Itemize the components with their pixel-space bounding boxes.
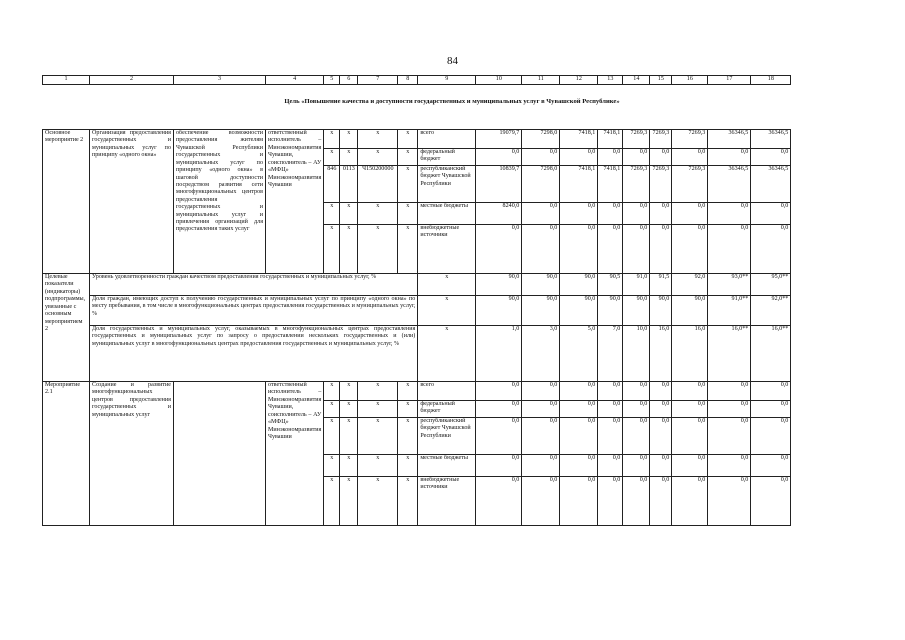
- link-text: [174, 382, 266, 526]
- value-cell: 0,0: [522, 203, 560, 225]
- value-cell: 0,0: [751, 455, 791, 477]
- budget-code: x: [340, 149, 358, 166]
- indicator-text: Уровень удовлетворенности граждан качеством предоставления государственных и муниципальных услуг, %: [90, 274, 418, 296]
- value-cell: 0,0: [476, 225, 522, 274]
- column-number: 15: [650, 76, 672, 85]
- value-cell: 0,0: [522, 149, 560, 166]
- column-number: 11: [522, 76, 560, 85]
- value-cell: 10,0: [623, 326, 650, 382]
- value-cell: 0,0: [650, 149, 672, 166]
- program-table: [42, 75, 791, 526]
- value-cell: 0,0: [598, 477, 623, 526]
- value-cell: 0,0: [598, 401, 623, 418]
- value-cell: 90,0: [476, 296, 522, 326]
- goal-spacer-row: [43, 85, 791, 130]
- indicator-row: [43, 296, 791, 326]
- value-cell: 0,0: [522, 477, 560, 526]
- value-cell: 0,0: [522, 225, 560, 274]
- value-cell: 7418,1: [598, 130, 623, 149]
- budget-code: x: [340, 418, 358, 455]
- value-cell: 0,0: [623, 455, 650, 477]
- value-cell: 90,0: [560, 274, 598, 296]
- budget-code: x: [398, 477, 418, 526]
- value-cell: 90,0: [598, 296, 623, 326]
- goal-heading: Цель «Повышение качества и доступности государственных и муниципальных услуг в Чувашской Республике»: [284, 98, 620, 105]
- budget-code: x: [340, 401, 358, 418]
- funding-source: всего: [418, 130, 476, 149]
- value-cell: 0,0: [623, 149, 650, 166]
- value-cell: 0,0: [560, 477, 598, 526]
- value-cell: 7418,1: [598, 166, 623, 203]
- budget-code: x: [398, 149, 418, 166]
- value-cell: 7269,3: [650, 130, 672, 149]
- budget-code: x: [340, 382, 358, 401]
- link-text: обеспечение возможности предоставления жителям Чувашской Республики государственных и муниципальных услуг по принципу «одного окна» в шаговой доступности посредством развития сети многофункциональных центров предоставления государственных и муниципальных услуг и привлечения организаций для предоставления таких услуг: [174, 130, 266, 274]
- value-cell: 0,0: [560, 418, 598, 455]
- value-cell: 90,0: [476, 274, 522, 296]
- value-cell: 90,0: [623, 296, 650, 326]
- value-cell: 0,0: [650, 382, 672, 401]
- budget-code: x: [340, 130, 358, 149]
- budget-code: x: [358, 477, 398, 526]
- value-cell: 5,0: [560, 326, 598, 382]
- value-cell: 0,0: [522, 455, 560, 477]
- column-number: 18: [751, 76, 791, 85]
- budget-row: [43, 130, 791, 149]
- budget-code: x: [398, 203, 418, 225]
- value-cell: 0,0: [560, 149, 598, 166]
- value-cell: 0,0: [672, 149, 708, 166]
- column-number: 16: [672, 76, 708, 85]
- funding-source: внебюджетные источники: [418, 225, 476, 274]
- indicator-code: x: [418, 274, 476, 296]
- executor: ответственный исполнитель – Минэкономразвития Чувашии, соисполнитель – АУ «МФЦ» Минэкономразвития Чувашии: [266, 130, 324, 274]
- value-cell: 0,0: [708, 149, 751, 166]
- budget-code: x: [340, 225, 358, 274]
- value-cell: 36346,5: [751, 130, 791, 149]
- value-cell: 0,0: [476, 455, 522, 477]
- executor: ответственный исполнитель – Минэкономразвития Чувашии, соисполнитель – АУ «МФЦ» Минэкономразвития Чувашии: [266, 382, 324, 526]
- value-cell: 0,0: [560, 455, 598, 477]
- value-cell: 7269,3: [623, 130, 650, 149]
- indicator-code: x: [418, 296, 476, 326]
- value-cell: 0,0: [650, 401, 672, 418]
- value-cell: 0,0: [708, 418, 751, 455]
- value-cell: 0,0: [623, 477, 650, 526]
- value-cell: 90,0: [522, 296, 560, 326]
- value-cell: 16,0**: [751, 326, 791, 382]
- value-cell: 0,0: [560, 203, 598, 225]
- value-cell: 0,0: [650, 203, 672, 225]
- value-cell: 0,0: [650, 477, 672, 526]
- budget-code: x: [358, 225, 398, 274]
- value-cell: 19079,7: [476, 130, 522, 149]
- value-cell: 7269,3: [672, 130, 708, 149]
- value-cell: 0,0: [672, 401, 708, 418]
- funding-source: внебюджетные источники: [418, 477, 476, 526]
- column-number: 6: [340, 76, 358, 85]
- budget-code: x: [398, 166, 418, 203]
- value-cell: 0,0: [708, 455, 751, 477]
- budget-code: x: [340, 477, 358, 526]
- budget-code: x: [358, 130, 398, 149]
- funding-source: республиканский бюджет Чувашской Республики: [418, 418, 476, 455]
- value-cell: 0,0: [476, 382, 522, 401]
- value-cell: 90,0: [522, 274, 560, 296]
- value-cell: 0,0: [650, 225, 672, 274]
- value-cell: 0,0: [560, 401, 598, 418]
- value-cell: 7269,3: [623, 166, 650, 203]
- value-cell: 0,0: [598, 418, 623, 455]
- value-cell: 90,5: [598, 274, 623, 296]
- value-cell: 0,0: [476, 401, 522, 418]
- value-cell: 91,0: [623, 274, 650, 296]
- value-cell: 0,0: [598, 149, 623, 166]
- value-cell: 0,0: [672, 418, 708, 455]
- value-cell: 16,0: [672, 326, 708, 382]
- budget-code: x: [398, 455, 418, 477]
- budget-code: x: [324, 477, 340, 526]
- value-cell: 0,0: [751, 203, 791, 225]
- value-cell: 0,0: [476, 477, 522, 526]
- indicator-row: [43, 326, 791, 382]
- value-cell: 0,0: [476, 418, 522, 455]
- budget-code: x: [324, 130, 340, 149]
- value-cell: 0,0: [751, 418, 791, 455]
- value-cell: 0,0: [672, 203, 708, 225]
- value-cell: 90,0: [650, 296, 672, 326]
- budget-code: 0113: [340, 166, 358, 203]
- column-number: 13: [598, 76, 623, 85]
- value-cell: 92,0**: [751, 296, 791, 326]
- value-cell: 7418,1: [560, 130, 598, 149]
- budget-code: x: [398, 225, 418, 274]
- value-cell: 0,0: [751, 477, 791, 526]
- value-cell: 0,0: [623, 401, 650, 418]
- value-cell: 0,0: [623, 418, 650, 455]
- value-cell: 0,0: [598, 225, 623, 274]
- value-cell: 0,0: [708, 203, 751, 225]
- value-cell: 0,0: [522, 418, 560, 455]
- value-cell: 93,0**: [708, 274, 751, 296]
- value-cell: 16,0: [650, 326, 672, 382]
- value-cell: 1,0: [476, 326, 522, 382]
- row-title: Создание и развитие многофункциональных центров предоставления государственных и муниципальных услуг: [90, 382, 174, 526]
- value-cell: 92,0: [672, 274, 708, 296]
- budget-code: x: [340, 455, 358, 477]
- value-cell: 0,0: [708, 382, 751, 401]
- value-cell: 36346,5: [708, 130, 751, 149]
- value-cell: 91,5: [650, 274, 672, 296]
- value-cell: 0,0: [751, 401, 791, 418]
- value-cell: 0,0: [623, 225, 650, 274]
- value-cell: 0,0: [672, 477, 708, 526]
- column-number: 8: [398, 76, 418, 85]
- value-cell: 91,0**: [708, 296, 751, 326]
- value-cell: 0,0: [672, 225, 708, 274]
- value-cell: 7,0: [598, 326, 623, 382]
- value-cell: 0,0: [751, 149, 791, 166]
- budget-code: x: [398, 418, 418, 455]
- budget-code: x: [358, 382, 398, 401]
- value-cell: 0,0: [751, 225, 791, 274]
- value-cell: 0,0: [476, 149, 522, 166]
- budget-code: x: [398, 130, 418, 149]
- value-cell: 0,0: [598, 203, 623, 225]
- value-cell: 0,0: [623, 203, 650, 225]
- budget-code: 846: [324, 166, 340, 203]
- budget-code: x: [398, 382, 418, 401]
- budget-code: x: [398, 401, 418, 418]
- value-cell: 0,0: [708, 477, 751, 526]
- funding-source: всего: [418, 382, 476, 401]
- budget-code: x: [324, 203, 340, 225]
- value-cell: 10839,7: [476, 166, 522, 203]
- page-number: 84: [447, 55, 458, 67]
- value-cell: 0,0: [650, 418, 672, 455]
- column-number: 9: [418, 76, 476, 85]
- value-cell: 0,0: [560, 225, 598, 274]
- budget-row: [43, 382, 791, 401]
- column-number: 3: [174, 76, 266, 85]
- indicator-row: [43, 274, 791, 296]
- funding-source: республиканский бюджет Чувашской Республики: [418, 166, 476, 203]
- value-cell: 0,0: [623, 382, 650, 401]
- row-name: Мероприятие 2.1: [43, 382, 90, 526]
- value-cell: 0,0: [650, 455, 672, 477]
- budget-code: x: [324, 149, 340, 166]
- value-cell: 0,0: [598, 455, 623, 477]
- funding-source: федеральный бюджет: [418, 149, 476, 166]
- column-number: 1: [43, 76, 90, 85]
- budget-code: x: [324, 382, 340, 401]
- value-cell: 0,0: [672, 382, 708, 401]
- column-number-row: [43, 76, 791, 85]
- budget-code: x: [324, 401, 340, 418]
- column-number: 10: [476, 76, 522, 85]
- value-cell: 7418,1: [560, 166, 598, 203]
- value-cell: 7298,0: [522, 130, 560, 149]
- budget-code: x: [324, 455, 340, 477]
- value-cell: 3,0: [522, 326, 560, 382]
- column-number: 17: [708, 76, 751, 85]
- funding-source: местные бюджеты: [418, 203, 476, 225]
- row-name: Основное мероприятие 2: [43, 130, 90, 274]
- column-number: 2: [90, 76, 174, 85]
- row-title: Организация предоставления государственных и муниципальных услуг по принципу «одного окна»: [90, 130, 174, 274]
- value-cell: 0,0: [522, 401, 560, 418]
- budget-code: x: [358, 455, 398, 477]
- funding-source: местные бюджеты: [418, 455, 476, 477]
- value-cell: 7269,3: [672, 166, 708, 203]
- indicator-text: Доля государственных и муниципальных услуг, оказываемых в многофункциональных центрах предоставления государственных и муниципальных услуг по запросу о предоставлении нескольких государственных и (или) муниципальных услуг в многофункциональных центрах предоставления государственных и муниципальных услуг, %: [90, 326, 418, 382]
- budget-code: x: [358, 401, 398, 418]
- budget-code: x: [358, 149, 398, 166]
- value-cell: 0,0: [560, 382, 598, 401]
- value-cell: 0,0: [708, 225, 751, 274]
- value-cell: 36346,5: [751, 166, 791, 203]
- value-cell: 8240,0: [476, 203, 522, 225]
- goal-spacer: [43, 85, 791, 130]
- budget-code: x: [358, 203, 398, 225]
- value-cell: 90,0: [560, 296, 598, 326]
- value-cell: 7269,3: [650, 166, 672, 203]
- value-cell: 90,0: [672, 296, 708, 326]
- value-cell: 16,0**: [708, 326, 751, 382]
- column-number: 4: [266, 76, 324, 85]
- value-cell: 0,0: [751, 382, 791, 401]
- budget-code: Ч150200000: [358, 166, 398, 203]
- funding-source: федеральный бюджет: [418, 401, 476, 418]
- column-number: 14: [623, 76, 650, 85]
- value-cell: 0,0: [598, 382, 623, 401]
- value-cell: 0,0: [522, 382, 560, 401]
- value-cell: 0,0: [672, 455, 708, 477]
- indicator-code: x: [418, 326, 476, 382]
- value-cell: 36346,5: [708, 166, 751, 203]
- budget-code: x: [358, 418, 398, 455]
- column-number: 12: [560, 76, 598, 85]
- column-number: 5: [324, 76, 340, 85]
- budget-code: x: [324, 418, 340, 455]
- value-cell: 7298,0: [522, 166, 560, 203]
- column-number: 7: [358, 76, 398, 85]
- value-cell: 95,0**: [751, 274, 791, 296]
- budget-code: x: [340, 203, 358, 225]
- indicator-text: Доля граждан, имеющих доступ к получению государственных и муниципальных услуг по принципу «одного окна» по месту пребывания, в том числе в многофункциональных центрах предоставления государственных и муниципальных услуг, %: [90, 296, 418, 326]
- row-name: Целевые показатели (индикаторы) подпрограммы, увязанные с основным мероприятием 2: [43, 274, 90, 382]
- value-cell: 0,0: [708, 401, 751, 418]
- budget-code: x: [324, 225, 340, 274]
